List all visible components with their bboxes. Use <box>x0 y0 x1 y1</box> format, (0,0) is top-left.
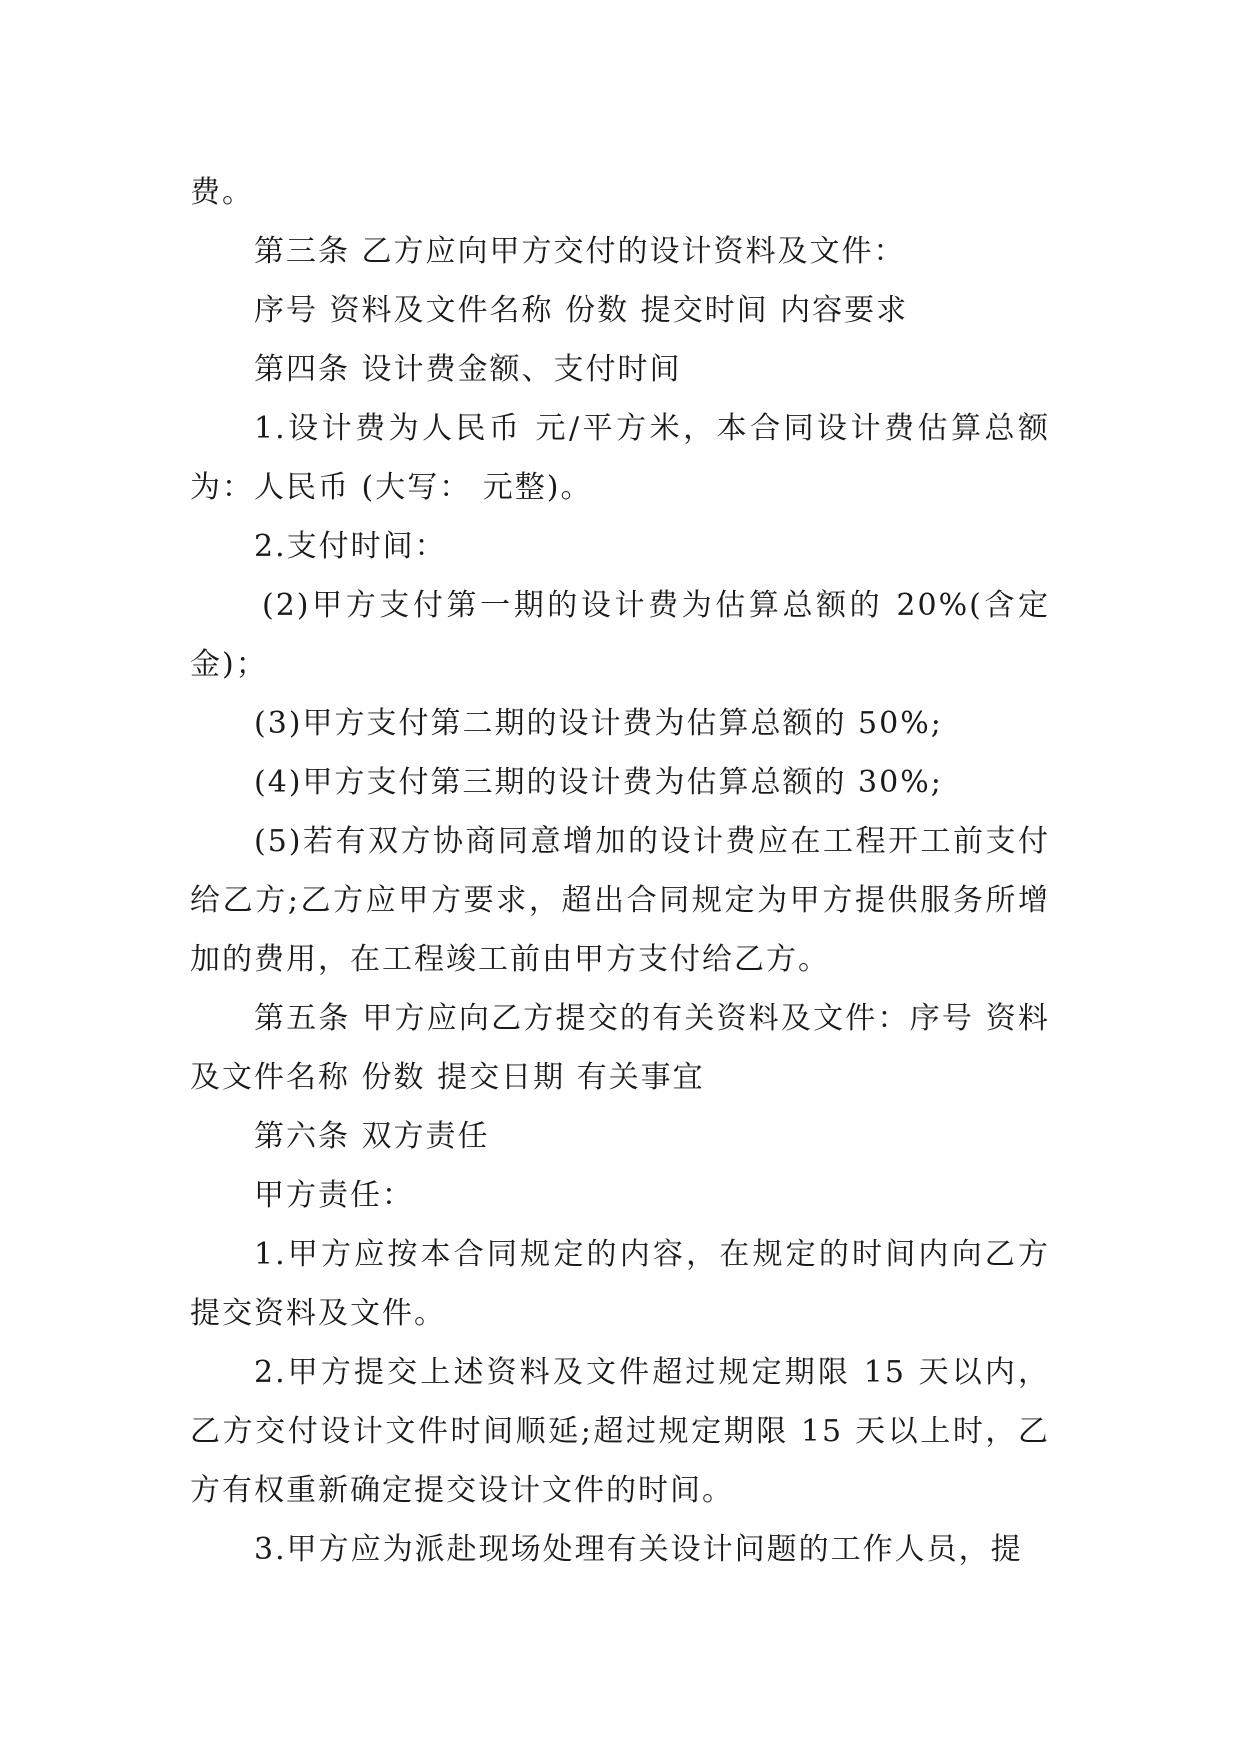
document-body <box>190 163 1050 1579</box>
party-a-responsibility-heading: 甲方责任： <box>254 1178 414 1213</box>
payment-stage-4: (4)甲方支付第三期的设计费为估算总额的 30%; <box>254 765 943 800</box>
payment-stage-3: (3)甲方支付第二期的设计费为估算总额的 50%; <box>254 706 943 741</box>
deliverables-columns: 序号 资料及文件名称 份数 提交时间 内容要求 <box>254 293 909 328</box>
article-six-heading: 第六条 双方责任 <box>254 1119 490 1154</box>
party-a-duty-1: 1.甲方应按本合同规定的内容，在规定的时间内向乙方提交资料及文件。 <box>190 1237 1050 1331</box>
party-a-duty-2: 2.甲方提交上述资料及文件超过规定期限 15 天以内，乙方交付设计文件时间顺延;超过规定期限 15 天以上时，乙方有权重新确定提交设计文件的时间。 <box>190 1355 1050 1508</box>
payment-stage-2: (2)甲方支付第一期的设计费为估算总额的 20%(含定金)； <box>190 588 1050 682</box>
article-five-heading: 第五条 甲方应向乙方提交的有关资料及文件：序号 资料及文件名称 份数 提交日期 有关事宜 <box>190 1001 1050 1095</box>
article-three-heading: 第三条 乙方应向甲方交付的设计资料及文件： <box>254 234 906 269</box>
article-four-heading: 第四条 设计费金额、支付时间 <box>254 352 682 387</box>
party-a-duty-3: 3.甲方应为派赴现场处理有关设计问题的工作人员，提 <box>254 1532 1023 1567</box>
payment-stage-5: (5)若有双方协商同意增加的设计费应在工程开工前支付给乙方;乙方应甲方要求，超出合同规定为甲方提供服务所增加的费用，在工程竣工前由甲方支付给乙方。 <box>190 824 1050 977</box>
fee-amount-clause: 1.设计费为人民币 元/平方米，本合同设计费估算总额为：人民币 (大写： 元整)。 <box>190 411 1050 505</box>
payment-time-heading: 2.支付时间： <box>254 529 447 564</box>
paragraph-continuation: 费。 <box>190 175 254 210</box>
